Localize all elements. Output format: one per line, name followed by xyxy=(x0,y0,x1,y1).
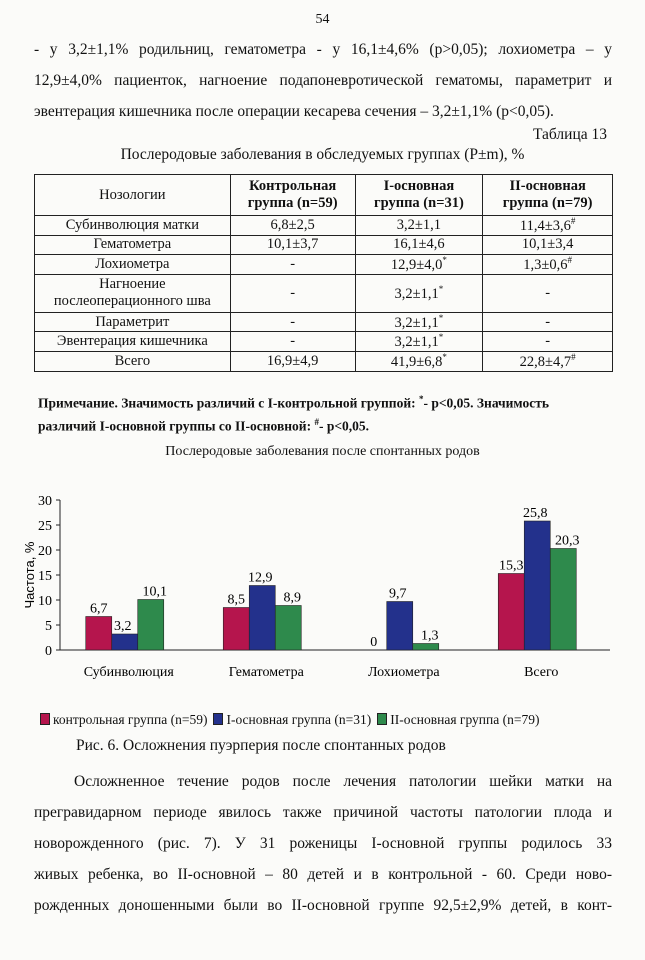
data-label: 20,3 xyxy=(555,533,580,549)
legend-label: II-основная группа (n=79) xyxy=(390,712,540,727)
cell-control xyxy=(230,352,355,372)
x-tick-label: Всего xyxy=(524,665,559,680)
cell-first-value: 12,9±4,0 xyxy=(390,256,443,273)
cell-second-value: 22,8±4,7 xyxy=(519,354,572,371)
paragraph-line: 12,9±4,0% пациенток, нагноение подапоневротической гематомы, параметрит и xyxy=(34,72,612,89)
cell-control-value: - xyxy=(290,313,296,330)
paragraph-line: новорожденного (рис. 7). У 31 роженицы I-основной группы родилось 33 xyxy=(34,835,612,852)
cell-first xyxy=(355,235,483,254)
top-paragraph xyxy=(34,34,612,127)
legend-entry xyxy=(377,712,539,727)
legend-label: I-основная группа (n=31) xyxy=(226,712,372,727)
cell-second xyxy=(483,352,613,372)
bar-chart xyxy=(20,488,620,693)
figure-caption: Рис. 6. Осложнения пуэрперия после спонтанных родов xyxy=(76,737,446,754)
bar xyxy=(112,634,138,650)
significance-mark: * xyxy=(442,352,447,363)
table-label: Таблица 13 xyxy=(532,126,607,143)
cell-second xyxy=(483,312,613,332)
cell-second xyxy=(483,332,613,352)
legend-swatch xyxy=(213,713,223,725)
cell-second-value: 10,1±3,4 xyxy=(521,236,574,253)
cell-control-value: - xyxy=(290,333,296,350)
legend-entry xyxy=(40,712,207,727)
cell-second xyxy=(483,216,613,236)
paragraph-line: эвентерация кишечника после операции кесарева сечения – 3,2±1,1% (р<0,05). xyxy=(34,103,554,120)
header-second-title: II-основная xyxy=(509,178,586,194)
note-text: Примечание. Значимость различий с I-контрольной группой: xyxy=(38,395,419,411)
legend-label: контрольная группа (n=59) xyxy=(53,712,208,727)
cell-nozology xyxy=(35,216,231,236)
cell-second-value: - xyxy=(545,284,551,301)
data-label: 1,3 xyxy=(421,628,439,644)
cell-first-value: 3,2±1,1 xyxy=(394,285,439,302)
cell-nozology-value: Гематометра xyxy=(93,236,172,253)
cell-control xyxy=(230,332,355,352)
note-text: различий I-основной группы со II-основной: xyxy=(38,418,315,433)
data-label: 12,9 xyxy=(248,570,273,586)
cell-second-value: - xyxy=(545,313,551,330)
cell-nozology-value: Нагноение послеоперационного шва xyxy=(53,276,211,310)
significance-mark: * xyxy=(438,283,444,294)
header-control-title: Контрольная xyxy=(249,178,337,194)
significance-mark: # xyxy=(567,254,572,265)
table-row xyxy=(35,274,613,312)
header-second-group xyxy=(483,175,613,216)
table-row xyxy=(35,332,613,352)
y-axis-label: Частота, % xyxy=(22,541,37,609)
cell-nozology xyxy=(35,254,231,274)
bar xyxy=(275,606,301,651)
cell-nozology xyxy=(35,352,231,372)
table-row xyxy=(35,235,613,254)
bar xyxy=(86,617,112,651)
table-row xyxy=(35,216,613,236)
table-row xyxy=(35,254,613,274)
cell-second-value: 1,3±0,6 xyxy=(523,256,568,273)
header-control-n: группа (n=59) xyxy=(247,195,338,211)
significance-mark: * xyxy=(438,312,444,323)
chart-legend xyxy=(40,712,545,728)
cell-first xyxy=(355,274,483,312)
bar xyxy=(387,602,413,651)
note-text: - р<0,05. xyxy=(318,418,370,433)
y-tick-label: 30 xyxy=(38,494,52,509)
cell-second xyxy=(483,274,613,312)
data-label: 15,3 xyxy=(499,558,524,574)
cell-second-value: - xyxy=(545,333,551,350)
y-tick-label: 5 xyxy=(45,619,52,634)
header-first-title: I-основная xyxy=(383,178,455,194)
cell-second-value: 11,4±3,6 xyxy=(519,217,571,234)
cell-nozology-value: Субинволюция матки xyxy=(65,216,199,233)
cell-second xyxy=(483,254,613,274)
cell-control xyxy=(230,254,355,274)
cell-control xyxy=(230,312,355,332)
cell-first xyxy=(355,254,483,274)
diseases-table xyxy=(34,174,613,372)
bar xyxy=(413,644,439,651)
data-label: 8,9 xyxy=(283,590,301,606)
header-control-group xyxy=(230,175,355,216)
y-tick-label: 0 xyxy=(45,644,52,659)
significance-mark: # xyxy=(571,352,576,363)
cell-control-value: - xyxy=(290,255,296,272)
bar xyxy=(550,549,576,651)
cell-control-value: - xyxy=(290,284,296,301)
table-row xyxy=(35,352,613,372)
header-first-group xyxy=(355,175,483,216)
cell-control xyxy=(230,216,355,236)
y-tick-label: 25 xyxy=(38,519,52,534)
cell-first xyxy=(355,352,483,372)
note-hash: # xyxy=(314,416,319,427)
bar xyxy=(249,586,275,651)
paragraph-line: Осложненное течение родов после лечения патологии шейки матки на xyxy=(74,773,612,790)
cell-control-value: 16,9±4,9 xyxy=(266,353,319,370)
legend-swatch xyxy=(40,713,50,725)
paragraph-line: живых ребенка, во II-основной – 80 детей и в контрольной - 60. Среди ново- xyxy=(34,866,612,883)
cell-nozology xyxy=(35,312,231,332)
cell-first-value: 3,2±1,1 xyxy=(394,334,439,351)
cell-nozology-value: Всего xyxy=(114,353,151,370)
cell-first-value: 3,2±1,1 xyxy=(394,314,439,331)
header-first-n: группа (n=31) xyxy=(374,195,464,211)
cell-nozology-value: Эвентерация кишечника xyxy=(56,333,208,350)
header-second-n: группа (n=79) xyxy=(502,195,593,211)
chart-title: Послеродовые заболевания после спонтанных родов xyxy=(165,444,480,459)
cell-control-value: 6,8±2,5 xyxy=(270,216,315,233)
cell-first-value: 16,1±4,6 xyxy=(393,236,445,253)
data-label: 10,1 xyxy=(142,584,167,600)
cell-first-value: 3,2±1,1 xyxy=(396,216,442,233)
bar xyxy=(223,608,249,651)
cell-nozology-value: Параметрит xyxy=(95,313,170,330)
data-label: 6,7 xyxy=(90,601,108,617)
data-label: 0 xyxy=(370,635,378,650)
legend-swatch xyxy=(377,713,387,725)
cell-first-value: 41,9±6,8 xyxy=(390,354,443,371)
cell-first xyxy=(355,332,483,352)
data-label: 8,5 xyxy=(227,592,245,608)
bar xyxy=(498,574,524,651)
data-label: 3,2 xyxy=(114,619,132,634)
note-text: - р<0,05. Значимость xyxy=(423,395,549,411)
cell-control xyxy=(230,235,355,254)
significance-mark: # xyxy=(570,216,576,226)
y-tick-label: 10 xyxy=(38,594,52,609)
significance-mark: * xyxy=(442,254,447,265)
paragraph-line: рожденных доношенными были во II-основной группе 92,5±2,9% детей, в конт- xyxy=(34,897,612,914)
paragraph-line: - у 3,2±1,1% родильниц, гематометра - у 16,1±4,6% (р>0,05); лохиометра – у xyxy=(34,41,612,58)
cell-nozology-value: Лохиометра xyxy=(95,255,170,272)
header-nozology: Нозологии xyxy=(35,175,231,216)
data-label: 9,7 xyxy=(389,586,407,602)
note-star: * xyxy=(418,394,424,404)
cell-nozology xyxy=(35,235,231,254)
x-tick-label: Лохиометра xyxy=(367,665,440,680)
paragraph-line: прегравидарном периоде явилось также причиной частоты патологии плода и xyxy=(34,804,612,821)
table-note xyxy=(38,390,613,435)
cell-first xyxy=(355,312,483,332)
cell-control-value: 10,1±3,7 xyxy=(266,236,319,253)
bar xyxy=(138,600,164,651)
page-number: 54 xyxy=(315,12,330,27)
x-tick-label: Гематометра xyxy=(228,665,304,680)
y-tick-label: 20 xyxy=(38,544,52,559)
table-caption: Послеродовые заболевания в обследуемых группах (P±m), % xyxy=(120,146,525,163)
y-tick-label: 15 xyxy=(38,569,52,584)
significance-mark: * xyxy=(438,332,444,343)
data-label: 25,8 xyxy=(523,506,548,521)
x-tick-label: Субинволюция xyxy=(83,665,174,680)
bottom-paragraph xyxy=(34,766,612,921)
cell-nozology xyxy=(35,332,231,352)
cell-control xyxy=(230,274,355,312)
legend-entry xyxy=(213,712,371,727)
cell-nozology xyxy=(35,274,231,312)
bar xyxy=(524,521,550,650)
table-row xyxy=(35,312,613,332)
cell-second xyxy=(483,235,613,254)
cell-first xyxy=(355,216,483,236)
